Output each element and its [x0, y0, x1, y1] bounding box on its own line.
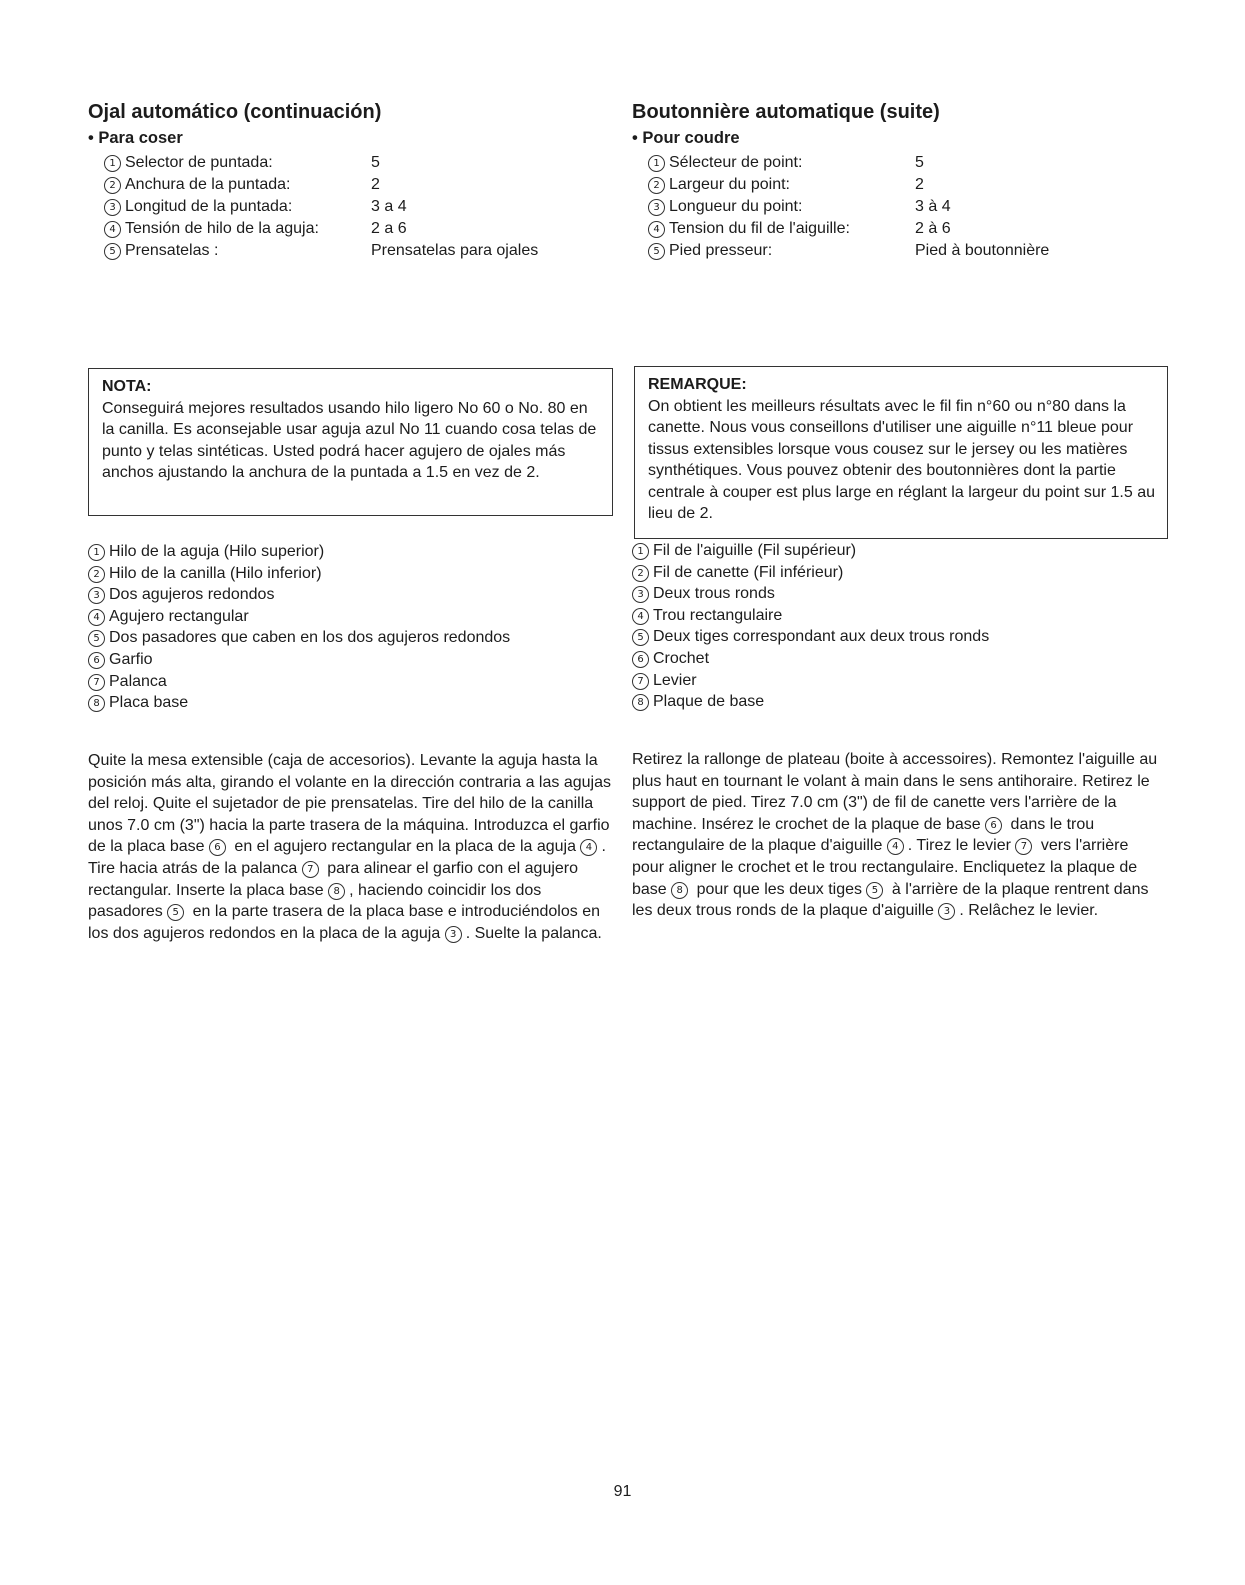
part-list-item [632, 562, 989, 584]
part-list-item [632, 605, 989, 627]
setting-label [104, 152, 273, 174]
instruction-text: pour que les deux tiges [692, 880, 867, 898]
spanish-note-box [88, 368, 613, 516]
instruction-text: . Tire hacia atrás de la palanca [88, 838, 606, 877]
part-label: Placa base [109, 694, 189, 712]
part-list-item [88, 541, 510, 563]
setting-label [104, 196, 292, 218]
circled-number-icon: 5 [104, 243, 121, 260]
circled-number-icon: 7 [88, 674, 105, 691]
circled-number-icon: 4 [632, 608, 649, 625]
setting-value: Pied à boutonnière [915, 242, 1050, 259]
circled-number-icon: 4 [648, 221, 665, 238]
setting-label [104, 174, 290, 196]
setting-label [648, 152, 802, 174]
circled-number-icon: 3 [632, 586, 649, 603]
circled-number-icon: 3 [88, 587, 105, 604]
circled-number-icon: 8 [671, 882, 688, 899]
setting-value: 3 a 4 [371, 198, 407, 215]
setting-value: 5 [915, 154, 924, 171]
setting-label-text: Prensatelas : [125, 242, 219, 259]
part-label: Levier [653, 671, 697, 689]
spanish-note-heading: NOTA: [102, 378, 152, 395]
part-list-item [88, 649, 510, 671]
part-label: Hilo de la canilla (Hilo inferior) [109, 564, 322, 582]
circled-number-icon: 3 [445, 926, 462, 943]
setting-label [104, 218, 319, 240]
instruction-text: para alinear el garfio con el agujero rectangular. Inserte la placa base [88, 859, 579, 899]
french-note-box [634, 366, 1168, 539]
french-note-body: On obtient les meilleurs résultats avec le fil fin n°60 ou n°80 dans la canette. Nous vous conseillons d'utiliser une aiguille n°11 bleue pour tissus extensibles lorsque vous cousez sur le jersey ou les matières synthétiques. Vous pouvez obtenir des boutonnières dont la partie centrale à couper est plus large en réglant la largeur du point sur 1.5 au lieu de 2. [648, 397, 1155, 522]
setting-value: 3 à 4 [915, 198, 951, 215]
setting-label-text: Anchura de la puntada: [125, 176, 291, 193]
part-list-item [88, 606, 510, 628]
circled-number-icon: 4 [88, 609, 105, 626]
instruction-text: à l'arrière de la plaque rentrent dans les deux trous ronds de la plaque d'aiguille [632, 880, 1149, 920]
part-list-item [88, 584, 510, 606]
circled-number-icon: 5 [88, 630, 105, 647]
circled-number-icon: 4 [887, 838, 904, 855]
setting-value: 2 [371, 176, 380, 193]
circled-number-icon: 5 [648, 243, 665, 260]
setting-label [648, 196, 802, 218]
setting-label-text: Longueur du point: [669, 198, 803, 215]
setting-label-text: Tensión de hilo de la aguja: [125, 220, 319, 237]
part-label: Deux trous ronds [653, 585, 775, 603]
part-list-item [632, 691, 989, 713]
part-list-item [88, 671, 510, 693]
circled-number-icon: 3 [104, 199, 121, 216]
circled-number-icon: 8 [632, 694, 649, 711]
spanish-title: Ojal automático (continuación) [88, 101, 382, 123]
circled-number-icon: 1 [648, 155, 665, 172]
part-label: Palanca [109, 672, 167, 690]
spanish-parts-list [88, 541, 510, 714]
part-label: Hilo de la aguja (Hilo superior) [109, 543, 325, 560]
circled-number-icon: 8 [328, 883, 345, 900]
spanish-instructions [88, 750, 613, 944]
instruction-text: Quite la mesa extensible (caja de accesorios). Levante la aguja hasta la posición más alta, girando el volante en la dirección contraria a las agujas del reloj. Quite el sujetador de pie prensatelas. Tire del hilo de la canilla unos 7.0 cm (3") hacia la parte trasera de la máquina. Introduzca el garfio de la placa base [88, 752, 611, 856]
part-label: Deux tiges correspondant aux deux trous ronds [653, 628, 990, 646]
part-list-item [632, 583, 989, 605]
circled-number-icon: 1 [632, 543, 649, 560]
part-label: Dos agujeros redondos [109, 586, 275, 604]
part-label: Fil de canette (Fil inférieur) [653, 563, 844, 581]
french-note-heading: REMARQUE: [648, 376, 747, 393]
setting-label [648, 174, 790, 196]
circled-number-icon: 2 [104, 177, 121, 194]
circled-number-icon: 4 [104, 221, 121, 238]
circled-number-icon: 7 [1015, 838, 1032, 855]
part-list-item [632, 540, 989, 562]
circled-number-icon: 2 [632, 565, 649, 582]
circled-number-icon: 5 [632, 629, 649, 646]
part-label: Fil de l'aiguille (Fil supérieur) [653, 542, 857, 559]
setting-label-text: Tension du fil de l'aiguille: [669, 220, 850, 237]
french-subtitle: • Pour coudre [632, 129, 740, 147]
setting-value: 5 [371, 154, 380, 171]
part-list-item [88, 692, 510, 714]
circled-number-icon: 4 [580, 839, 597, 856]
setting-label [104, 240, 218, 262]
circled-number-icon: 7 [632, 673, 649, 690]
instruction-text: , haciendo coincidir los dos pasadores [88, 881, 542, 921]
setting-value: 2 [915, 176, 924, 193]
part-list-item [632, 648, 989, 670]
instruction-text: . Relâchez le levier. [959, 902, 1099, 920]
spanish-subtitle: • Para coser [88, 129, 183, 147]
circled-number-icon: 7 [302, 861, 319, 878]
setting-label [648, 218, 850, 240]
circled-number-icon: 5 [167, 904, 184, 921]
part-list-item [88, 627, 510, 649]
spanish-note-body: Conseguirá mejores resultados usando hilo ligero No 60 o No. 80 en la canilla. Es aconsejable usar aguja azul No 11 cuando cosa telas de punto y telas sintéticas. Usted podrá hacer agujero de ojales más anchos ajustando la anchura de la puntada a 1.5 en vez de 2. [102, 399, 597, 481]
instruction-text: en la parte trasera de la placa base e introduciéndolos en los dos agujeros redondos en la placa de la aguja [88, 903, 600, 942]
circled-number-icon: 3 [938, 903, 955, 920]
circled-number-icon: 8 [88, 695, 105, 712]
part-list-item [88, 563, 510, 585]
setting-label-text: Longitud de la puntada: [125, 198, 293, 215]
setting-label-text: Largeur du point: [669, 176, 790, 193]
setting-value: 2 a 6 [371, 220, 407, 237]
circled-number-icon: 6 [88, 652, 105, 669]
circled-number-icon: 6 [632, 651, 649, 668]
part-label: Crochet [653, 649, 710, 667]
instruction-text: . Tirez le levier [907, 837, 1016, 855]
instruction-text: . Suelte la palanca. [465, 924, 602, 942]
part-label: Plaque de base [653, 693, 765, 711]
circled-number-icon: 1 [88, 544, 105, 561]
french-title: Boutonnière automatique (suite) [632, 101, 940, 123]
instruction-text: vers l'arrière pour aligner le crochet et le trou rectangulaire. Encliquetez la plaque de base [632, 837, 1138, 898]
circled-number-icon: 3 [648, 199, 665, 216]
setting-label-text: Selector de puntada: [125, 154, 273, 171]
circled-number-icon: 2 [648, 177, 665, 194]
setting-value: Prensatelas para ojales [371, 242, 539, 259]
part-label: Garfio [109, 650, 153, 668]
part-list-item [632, 626, 989, 648]
circled-number-icon: 1 [104, 155, 121, 172]
setting-label-text: Sélecteur de point: [669, 154, 803, 171]
instruction-text: en el agujero rectangular en la placa de la aguja [229, 838, 581, 856]
part-list-item [632, 670, 989, 692]
setting-label [648, 240, 772, 262]
part-label: Agujero rectangular [109, 607, 249, 625]
circled-number-icon: 2 [88, 566, 105, 583]
instruction-text: dans le trou rectangulaire de la plaque d'aiguille [632, 815, 1095, 855]
circled-number-icon: 6 [985, 817, 1002, 834]
circled-number-icon: 5 [866, 882, 883, 899]
page-number: 91 [613, 1483, 632, 1500]
setting-label-text: Pied presseur: [669, 242, 773, 259]
circled-number-icon: 6 [209, 839, 226, 856]
setting-value: 2 à 6 [915, 220, 951, 237]
part-label: Dos pasadores que caben en los dos agujeros redondos [109, 629, 511, 647]
french-parts-list [632, 540, 989, 713]
french-instructions [632, 749, 1164, 922]
instruction-text: Retirez la rallonge de plateau (boite à accessoires). Remontez l'aiguille au plus haut en tournant le volant à main dans le sens antihoraire. Retirez le support de pied. Tirez 7.0 cm (3") de fil de canette vers l'arrière de la machine. Insérez le crochet de la plaque de base [632, 751, 1158, 833]
part-label: Trou rectangulaire [653, 606, 783, 624]
